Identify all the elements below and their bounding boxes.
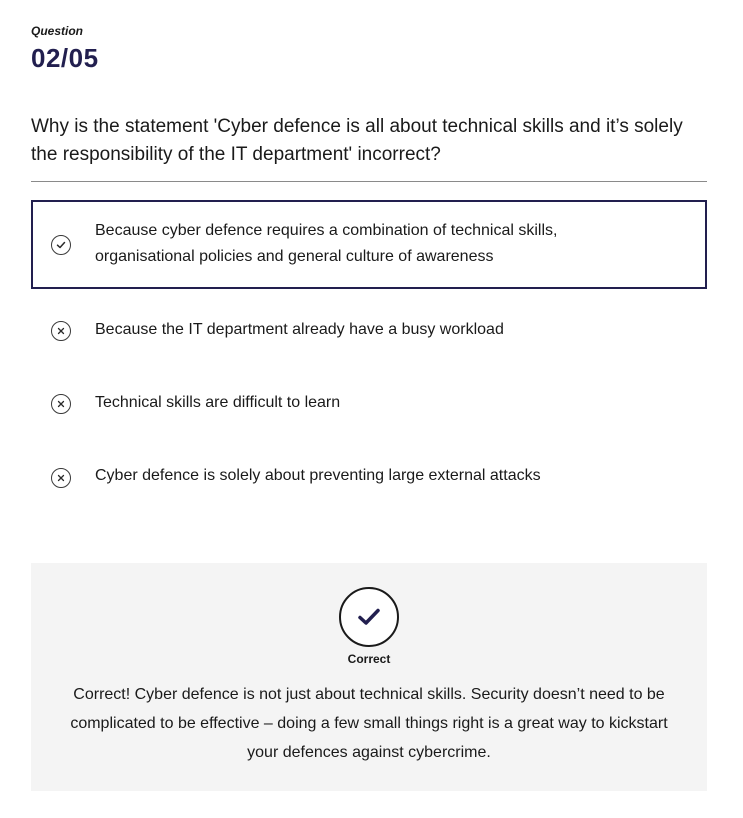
question-number: 02/05 <box>31 43 99 73</box>
x-circle-icon <box>51 321 71 341</box>
answer-option-2[interactable] <box>31 305 707 355</box>
x-circle-icon <box>51 394 71 414</box>
x-circle-icon <box>51 468 71 488</box>
check-circle-icon <box>51 235 71 255</box>
answer-option-3[interactable] <box>31 378 707 428</box>
feedback-label: Correct <box>347 652 391 666</box>
answer-option-label: Because the IT department already have a busy workload <box>95 321 504 338</box>
divider <box>31 181 707 182</box>
feedback-text: Correct! Cyber defence is not just about technical skills. Security doesn’t need to be complicated to be effective – doing a few small things right is a great way to kickstart your defences against cybercrime. <box>70 686 668 761</box>
question-label: Question <box>31 24 84 38</box>
answer-option-label: Cyber defence is solely about preventing large external attacks <box>95 467 541 484</box>
feedback-panel <box>31 563 707 791</box>
check-circle-icon <box>339 587 399 647</box>
answer-option-label: Because cyber defence requires a combination of technical skills, organisational policies and general culture of awareness <box>95 222 558 265</box>
answer-option-1[interactable] <box>31 200 707 289</box>
answer-option-label: Technical skills are difficult to learn <box>95 394 341 411</box>
question-text: Why is the statement 'Cyber defence is all about technical skills and it’s solely the responsibility of the IT department' incorrect? <box>31 116 683 165</box>
answer-option-4[interactable] <box>31 452 707 502</box>
